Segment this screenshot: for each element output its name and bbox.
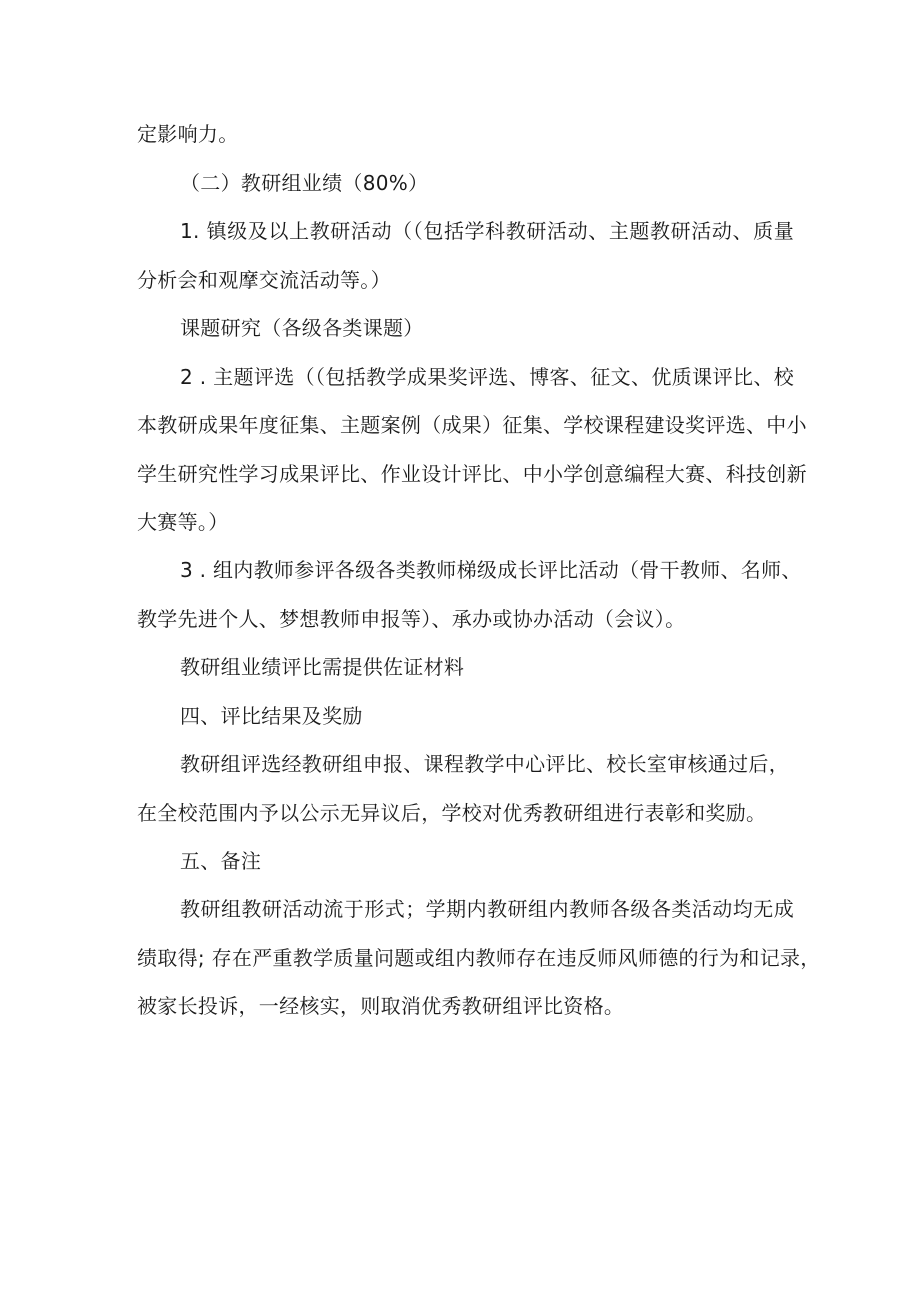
text-line: 教研组教研活动流于形式；学期内教研组内教师各级各类活动均无成 <box>180 897 794 921</box>
text-line: 教研组评选经教研组申报、课程教学中心评比、校长室审核通过后， <box>180 752 789 776</box>
section-heading: （二）教研组业绩（80%） <box>180 171 429 195</box>
text-line: 分析会和观摩交流活动等。） <box>137 268 391 292</box>
text-line: 学生研究性学习成果评比、作业设计评比、中小学创意编程大赛、科技创新 <box>137 462 807 486</box>
text-line: 教研组业绩评比需提供佐证材料 <box>180 655 465 679</box>
text-line: 定影响力。 <box>137 122 239 146</box>
text-line: 大赛等。） <box>137 510 229 534</box>
text-line: 课题研究（各级各类课题） <box>180 316 424 340</box>
text-line: 1. 镇级及以上教研活动（（包括学科教研活动、主题教研活动、质量 <box>180 219 794 243</box>
text-line: 教学先进个人、梦想教师申报等）、承办或协办活动（会议）。 <box>137 607 686 631</box>
text-line: 被家长投诉，一经核实，则取消优秀教研组评比资格。 <box>137 994 625 1018</box>
text-line: 本教研成果年度征集、主题案例（成果）征集、学校课程建设奖评选、中小 <box>137 413 807 437</box>
text-line: 绩取得; 存在严重教学质量问题或组内教师存在违反师风师德的行为和记录， <box>137 946 821 970</box>
section-heading: 四、评比结果及奖励 <box>180 704 363 728</box>
text-line: 在全校范围内予以公示无异议后，学校对优秀教研组进行表彰和奖励。 <box>137 801 767 825</box>
text-line: 2 . 主题评选（（包括教学成果奖评选、博客、征文、优质课评比、校 <box>180 365 794 389</box>
section-heading: 五、备注 <box>180 849 262 873</box>
text-line: 3 . 组内教师参评各级各类教师梯级成长评比活动（骨干教师、名师、 <box>180 558 802 582</box>
